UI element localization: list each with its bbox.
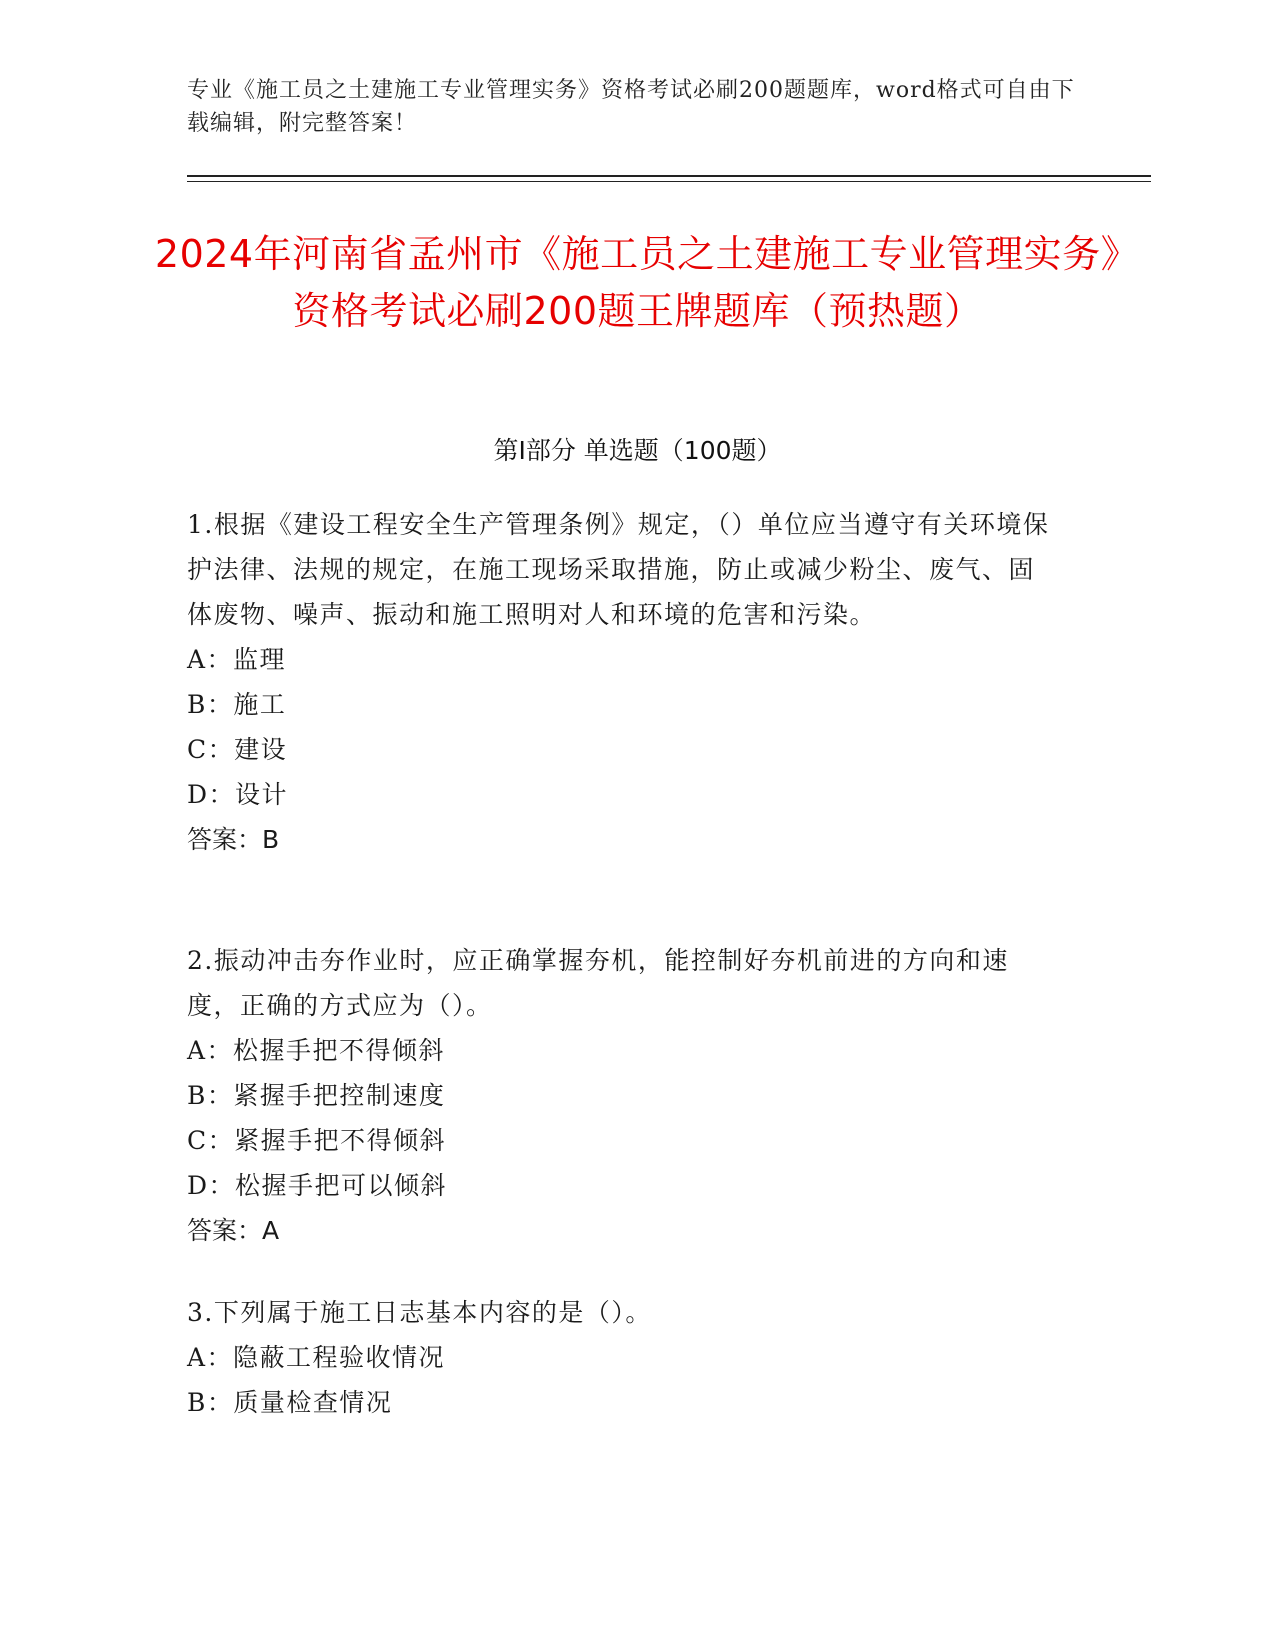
header-divider-thick bbox=[187, 175, 1151, 177]
option-d: D：松握手把可以倾斜 bbox=[187, 1171, 448, 1200]
header-note: 专业《施工员之土建施工专业管理实务》资格考试必刷200题题库，word格式可自由下载编辑，附完整答案！ bbox=[187, 78, 1075, 136]
option-b: B：紧握手把控制速度 bbox=[187, 1081, 446, 1110]
option-b: B：施工 bbox=[187, 690, 287, 719]
question-stem: 3.下列属于施工日志基本内容的是（）。 bbox=[187, 1298, 652, 1327]
question-3 bbox=[187, 1290, 1057, 1425]
section-heading: 第I部分 单选题（100题） bbox=[493, 436, 782, 465]
option-c: C：建设 bbox=[187, 735, 288, 764]
header-divider-thin bbox=[187, 181, 1151, 182]
option-a: A：松握手把不得倾斜 bbox=[187, 1036, 446, 1065]
question-2 bbox=[187, 938, 1057, 1253]
option-a: A：隐蔽工程验收情况 bbox=[187, 1343, 446, 1372]
document-title: 2024年河南省孟州市《施工员之土建施工专业管理实务》资格考试必刷200题王牌题库（预热题） bbox=[154, 232, 1121, 333]
option-c: C：紧握手把不得倾斜 bbox=[187, 1126, 447, 1155]
option-a: A：监理 bbox=[187, 645, 287, 674]
question-stem: 1.根据《建设工程安全生产管理条例》规定，（）单位应当遵守有关环境保护法律、法规的规定，在施工现场采取措施，防止或减少粉尘、废气、固体废物、噪声、振动和施工照明对人和环境的危害和污染。 bbox=[187, 510, 1050, 629]
answer: 答案：B bbox=[187, 825, 280, 854]
question-1 bbox=[187, 502, 1057, 862]
option-d: D：设计 bbox=[187, 780, 289, 809]
answer: 答案：A bbox=[187, 1216, 280, 1245]
option-b: B：质量检查情况 bbox=[187, 1388, 393, 1417]
question-stem: 2.振动冲击夯作业时，应正确掌握夯机，能控制好夯机前进的方向和速度，正确的方式应为（）。 bbox=[187, 946, 1009, 1020]
